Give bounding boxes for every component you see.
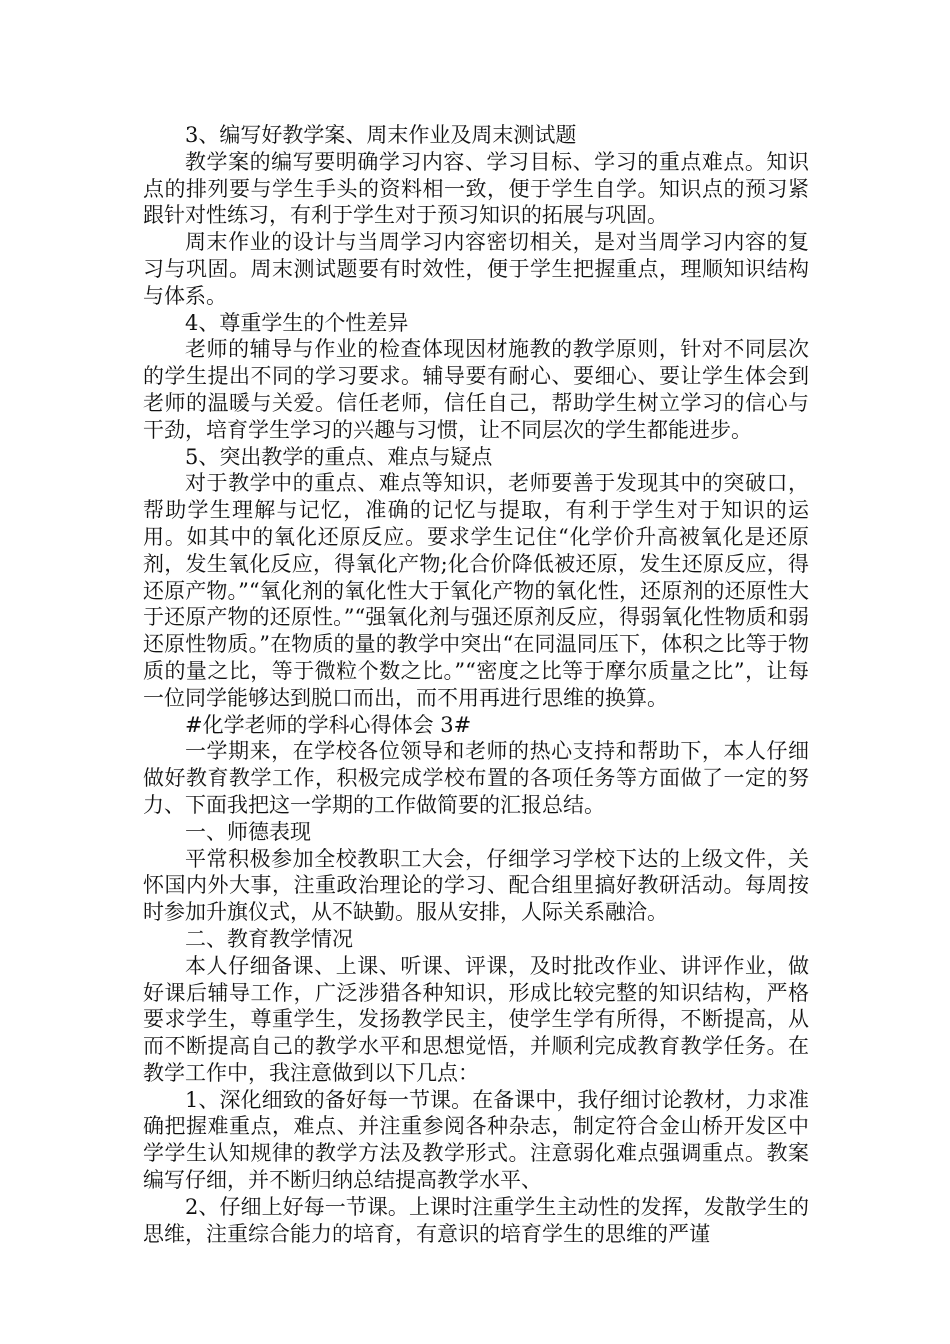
section-title-reflection-3: #化学老师的学科心得体会 3# bbox=[185, 712, 472, 737]
heading-key-points: 5、突出教学的重点、难点与疑点 bbox=[185, 444, 493, 469]
paragraph-class-teaching: 2、仔细上好每一节课。上课时注重学生主动性的发挥，发散学生的思维，注重综合能力的培育，有意识的培育学生的思维的严谨 bbox=[143, 1194, 809, 1246]
paragraph-ethics: 平常积极参加全校教职工大会，仔细学习学校下达的上级文件，关怀国内外大事，注重政治理论的学习、配合组里搞好教研活动。每周按时参加升旗仪式，从不缺勤。服从安排，人际关系融洽。 bbox=[143, 846, 809, 925]
paragraph-lesson-prep: 1、深化细致的备好每一节课。在备课中，我仔细讨论教材，力求准确把握难重点，难点、并注重参阅各种杂志，制定符合金山桥开发区中学学生认知规律的教学方法及教学形式。注意弱化难点强调重点。教案编写仔细，并不断归纳总结提高教学水平、 bbox=[143, 1087, 809, 1193]
document-body bbox=[143, 122, 809, 1247]
heading-lesson-plans: 3、编写好教学案、周末作业及周末测试题 bbox=[185, 123, 577, 147]
heading-teaching-situation: 二、教育教学情况 bbox=[185, 926, 353, 951]
paragraph-lesson-plan-writing: 教学案的编写要明确学习内容、学习目标、学习的重点难点。知识点的排列要与学生手头的资料相一致，便于学生自学。知识点的预习紧跟针对性练习，有利于学生对于预习知识的拓展与巩固。 bbox=[143, 149, 809, 228]
paragraph-tutoring: 老师的辅导与作业的检查体现因材施教的教学原则，针对不同层次的学生提出不同的学习要求。辅导要有耐心、要细心、要让学生体会到老师的温暖与关爱。信任老师，信任自己，帮助学生树立学习的信心与干劲，培育学生学习的兴趣与习惯，让不同层次的学生都能进步。 bbox=[143, 337, 809, 442]
heading-respect-differences: 4、尊重学生的个性差异 bbox=[185, 310, 409, 335]
paragraph-semester-intro: 一学期来，在学校各位领导和老师的热心支持和帮助下，本人仔细做好教育教学工作，积极完成学校布置的各项任务等方面做了一定的努力、下面我把这一学期的工作做简要的汇报总结。 bbox=[143, 739, 809, 817]
paragraph-teaching-overview: 本人仔细备课、上课、听课、评课，及时批改作业、讲评作业，做好课后辅导工作，广泛涉猎各种知识，形成比较完整的知识结构，严格要求学生，尊重学生，发扬教学民主，使学生学有所得，不断提高，从而不断提高自己的教学水平和思想觉悟，并顺利完成教育教学任务。在教学工作中，我注意做到以下几点： bbox=[143, 953, 809, 1085]
paragraph-redox: 对于教学中的重点、难点等知识，老师要善于发现其中的突破口，帮助学生理解与记忆，准确的记忆与提取，有利于学生对于知识的运用。如其中的氧化还原反应。要求学生记住“化学价升高被氧化是还原剂，发生氧化反应，得氧化产物;化合价降低被还原，发生还原反应，得还原产物。”“氧化剂的氧化性大于氧化产物的氧化性，还原剂的还原性大于还原产物的还原性。”“强氧化剂与强还原剂反应，得弱氧化性物质和弱还原性物质。”在物质的量的教学中突出“在同温同压下，体积之比等于物质的量之比，等于微粒个数之比。”“密度之比等于摩尔质量之比”，让每一位同学能够达到脱口而出，而不用再进行思维的换算。 bbox=[143, 471, 809, 710]
heading-teacher-ethics: 一、师德表现 bbox=[185, 819, 311, 844]
paragraph-weekend-homework: 周末作业的设计与当周学习内容密切相关，是对当周学习内容的复习与巩固。周末测试题要有时效性，便于学生把握重点，理顺知识结构与体系。 bbox=[143, 230, 809, 308]
